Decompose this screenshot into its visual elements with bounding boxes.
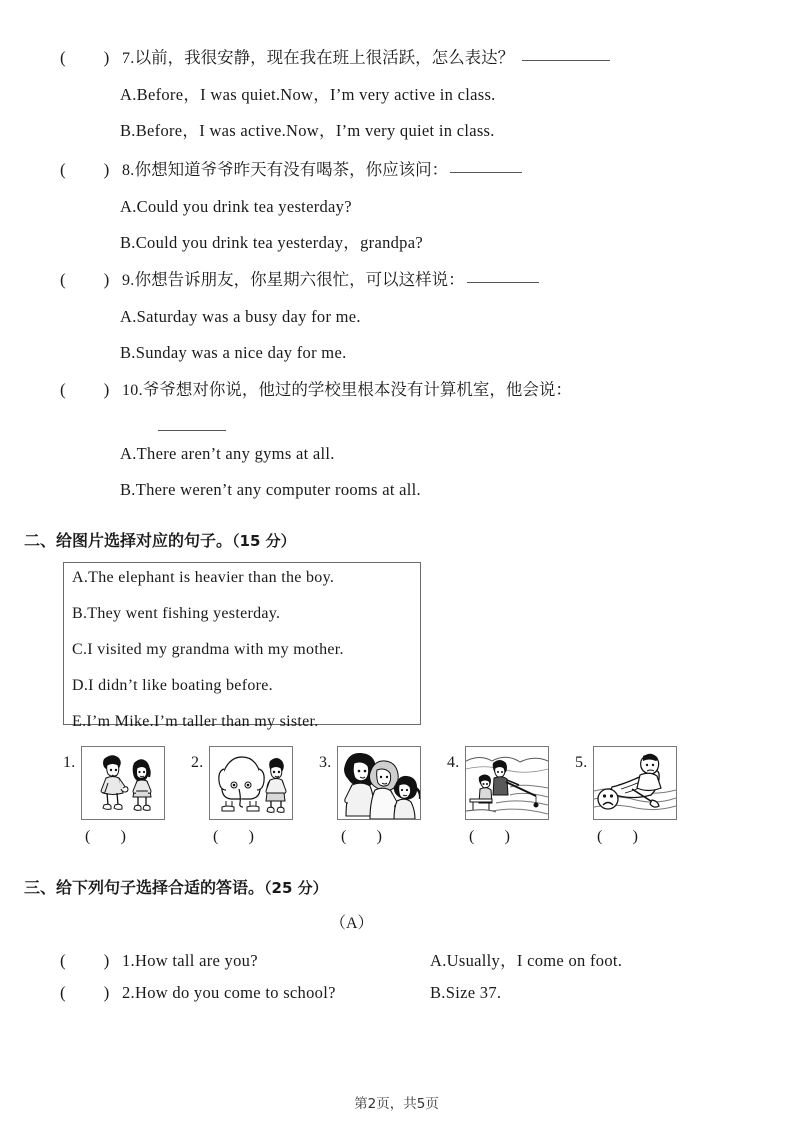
question-option-b[interactable]: B.There weren’t any computer rooms at all. [120,479,421,499]
group-label-a: （A） [330,915,374,932]
match-question-text: 2.How do you come to school? [122,983,336,1002]
question-stem [60,378,760,403]
answer-parentheses[interactable]: ( ) [60,48,110,67]
mother-grandma-girl-icon [337,746,421,820]
page-footer: 第2页，共5页 [354,1096,439,1112]
answer-parentheses[interactable]: ( ) [60,270,110,289]
question-answer-blank-row [60,420,760,430]
question-option-b[interactable]: B.Sunday was a nice day for me. [120,342,347,362]
question-item-10 [60,378,760,503]
question-option-b[interactable]: B.Before，I was active.Now，I’m very quiet in class. [120,120,495,140]
sentence-choice-box [63,562,421,730]
picture-number: 4. [447,754,460,771]
match-answer-text[interactable]: B.Size 37. [430,983,502,1002]
picture-answer-parentheses[interactable]: ( ) [85,828,127,845]
picture-number: 3. [319,754,332,771]
section-three-heading: 三、给下列句子选择合适的答语。（25 分） [24,878,328,897]
match-question-side [60,951,430,971]
picture-number: 1. [63,754,76,771]
choice-item-c[interactable]: C.I visited my grandma with my mother. [72,641,344,658]
picture-number: 5. [575,754,588,771]
question-item-8 [60,158,760,256]
choice-item-a[interactable]: A.The elephant is heavier than the boy. [72,569,335,586]
elephant-and-boy-icon [209,746,293,820]
answer-parentheses[interactable]: ( ) [60,380,110,399]
question-text: 8.你想知道爷爷昨天有没有喝茶，你应该问： [122,158,522,183]
match-row [60,983,760,1003]
answer-blank[interactable] [467,282,539,283]
picture-answer-row [0,744,793,854]
answer-parentheses[interactable]: ( ) [60,983,110,1002]
two-children-standing-icon [81,746,165,820]
answer-parentheses[interactable]: ( ) [60,951,110,970]
picture-number: 2. [191,754,204,771]
picture-answer-parentheses[interactable]: ( ) [213,828,255,845]
section-two-heading: 二、给图片选择对应的句子。（15 分） [24,531,296,550]
question-item-7 [60,46,760,144]
picture-answer-parentheses[interactable]: ( ) [469,828,511,845]
choice-item-d[interactable]: D.I didn’t like boating before. [72,677,273,694]
question-option-a[interactable]: A.Before，I was quiet.Now，I’m very active in class. [120,85,496,104]
picture-answer-parentheses[interactable]: ( ) [341,828,383,845]
question-stem [60,268,760,293]
question-item-9 [60,268,760,366]
match-question-side [60,983,430,1003]
choice-item-e[interactable]: E.I’m Mike.I’m taller than my sister. [72,713,319,730]
question-option-b[interactable]: B.Could you drink tea yesterday，grandpa? [120,232,423,252]
answer-parentheses[interactable]: ( ) [60,160,110,179]
question-option-a[interactable]: A.There aren’t any gyms at all. [120,444,335,463]
match-row [60,947,760,971]
match-question-text: 1.How tall are you? [122,951,258,970]
question-text: 7.以前，我很安静，现在我在班上很活跃，怎么表达？ [122,46,610,71]
answer-blank[interactable] [450,172,522,173]
answer-blank[interactable] [158,430,226,431]
question-text: 9.你想告诉朋友，你星期六很忙，可以这样说： [122,268,539,293]
choice-item-b[interactable]: B.They went fishing yesterday. [72,605,281,622]
question-option-a[interactable]: A.Saturday was a busy day for me. [120,307,361,326]
picture-answer-parentheses[interactable]: ( ) [597,828,639,845]
answer-blank[interactable] [522,60,610,61]
people-fishing-icon [465,746,549,820]
question-stem [60,158,760,183]
question-option-a[interactable]: A.Could you drink tea yesterday? [120,197,352,216]
question-text: 10.爷爷想对你说，他过的学校里根本没有计算机室，他会说： [122,380,572,399]
person-boating-sad-icon [593,746,677,820]
match-answer-text[interactable]: A.Usually，I come on foot. [430,951,623,970]
question-stem [60,46,760,71]
